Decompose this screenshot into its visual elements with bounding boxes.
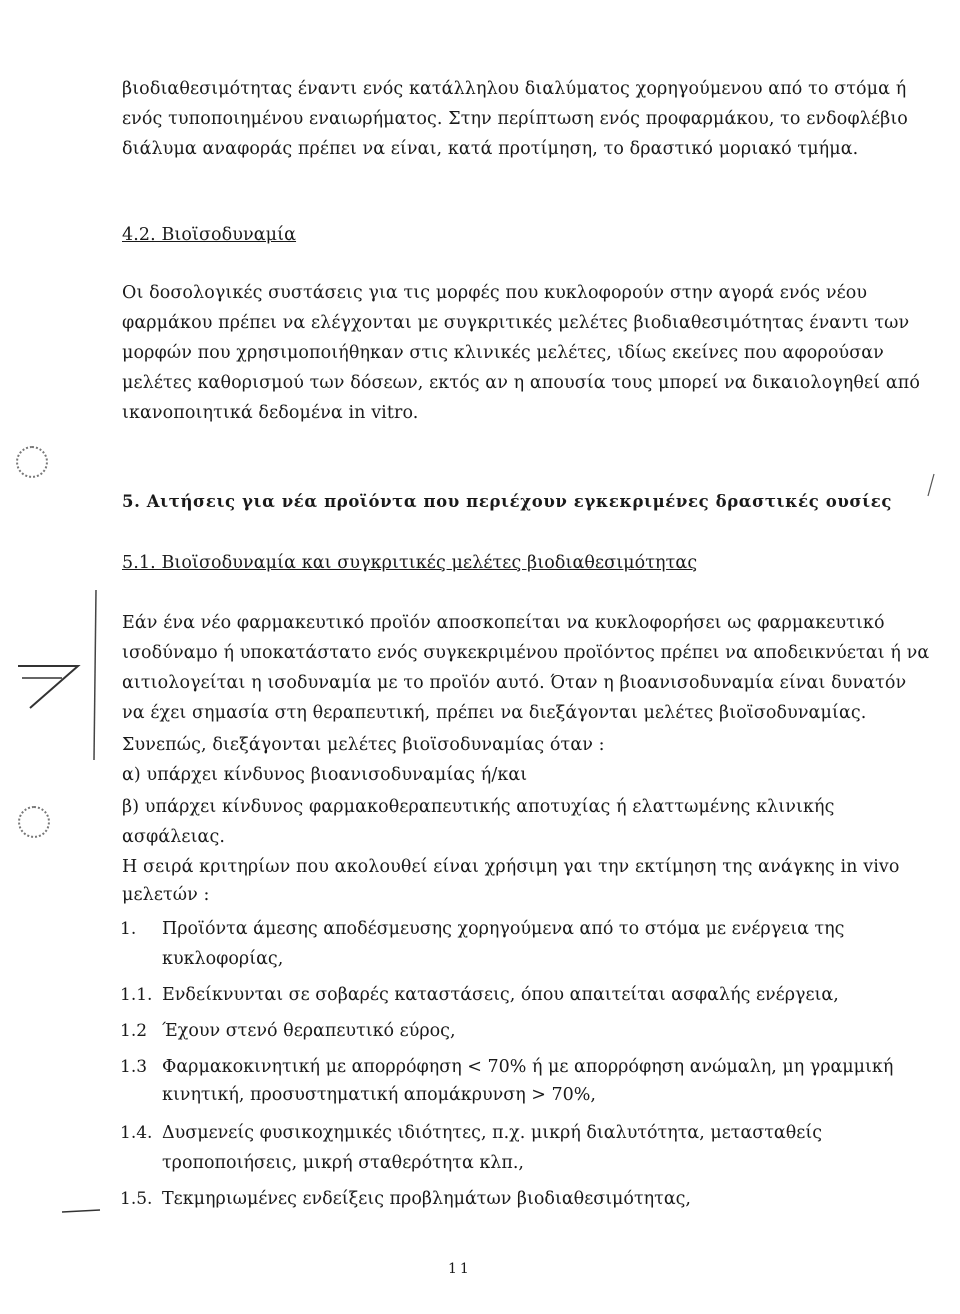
list-item-text: Ενδείκνυνται σε σοβαρές καταστάσεις, όπου απαιτείται ασφαλής ενέργεια, <box>162 985 839 1005</box>
intro-line: διάλυμα αναφοράς πρέπει να είναι, κατά προτίμηση, το δραστικό μοριακό τμήμα. <box>122 139 859 159</box>
list-item-text: Φαρμακοκινητική με απορρόφηση < 70% ή με απορρόφηση ανώμαλη, μη γραμμική <box>162 1057 894 1077</box>
section-4-2-heading: 4.2. Βιοϊσοδυναμία <box>122 225 297 245</box>
list-item-number: 1.5. <box>120 1189 153 1209</box>
list-item-number: 1.3 <box>120 1057 148 1077</box>
section-5-1-line: να έχει σημασία στη θεραπευτική, πρέπει να διεξάγονται μελέτες βιοϊσοδυναμίας. <box>122 703 867 723</box>
list-item-text: Τεκμηριωμένες ενδείξεις προβλημάτων βιοδιαθεσιμότητας, <box>162 1189 691 1209</box>
list-item-text: κυκλοφορίας, <box>162 949 284 969</box>
list-item-text: τροποποιήσεις, μικρή σταθερότητα κλπ., <box>162 1153 524 1173</box>
list-item-number: 1.4. <box>120 1123 153 1143</box>
list-item-number: 1.1. <box>120 985 153 1005</box>
page-number: 11 <box>448 1261 472 1277</box>
list-item-text: κινητική, προσυστηματική απομάκρυνση > 70%, <box>162 1085 596 1105</box>
section-4-2-line: ικανοποιητικά δεδομένα in vitro. <box>122 403 419 423</box>
section-5-1-line: αιτιολογείται η ισοδυναμία με το προϊόν αυτό. Όταν η βιοανισοδυναμία είναι δυνατόν <box>122 673 907 693</box>
section-5-1-line: μελετών : <box>122 885 210 905</box>
margin-tick-decoration <box>920 470 940 500</box>
section-4-2-line: μελέτες καθορισμού των δόσεων, εκτός αν η απουσία τους μπορεί να δικαιολογηθεί από <box>122 373 920 393</box>
list-item-text: Έχουν στενό θεραπευτικό εύρος, <box>162 1021 456 1041</box>
list-item-text: Δυσμενείς φυσικοχημικές ιδιότητες, π.χ. μικρή διαλυτότητα, μετασταθείς <box>162 1123 822 1143</box>
section-4-2-line: φαρμάκου πρέπει να ελέγχονται με συγκριτικές μελέτες βιοδιαθεσιμότητας έναντι των <box>122 313 910 333</box>
punch-hole-mark <box>16 446 48 478</box>
section-5-1-heading: 5.1. Βιοϊσοδυναμία και συγκριτικές μελέτες βιοδιαθεσιμότητας <box>122 553 698 573</box>
list-item-number: 1.2 <box>120 1021 148 1041</box>
margin-marks-decoration <box>0 560 110 1240</box>
section-5-1-line: ισοδύναμο ή υποκατάστατο ενός συγκεκριμένου προϊόντος πρέπει να αποδεικνύεται ή να <box>122 643 930 663</box>
section-5-1-line: ασφάλειας. <box>122 827 226 847</box>
intro-line: ενός τυποποιημένου εναιωρήματος. Στην περίπτωση ενός προφαρμάκου, το ενδοφλέβιο <box>122 109 908 129</box>
intro-line: βιοδιαθεσιμότητας έναντι ενός κατάλληλου διαλύματος χορηγούμενου από το στόμα ή <box>122 79 907 99</box>
section-5-1-line: Εάν ένα νέο φαρμακευτικό προϊόν αποσκοπείται να κυκλοφορήσει ως φαρμακευτικό <box>122 613 885 633</box>
section-4-2-line: μορφών που χρησιμοποιήθηκαν στις κλινικές μελέτες, ιδίως εκείνες που αφορούσαν <box>122 343 884 363</box>
section-5-1-line: Συνεπώς, διεξάγονται μελέτες βιοϊσοδυναμίας όταν : <box>122 735 605 755</box>
section-5-1-line: α) υπάρχει κίνδυνος βιοανισοδυναμίας ή/και <box>122 765 528 785</box>
section-5-1-line: β) υπάρχει κίνδυνος φαρμακοθεραπευτικής αποτυχίας ή ελαττωμένης κλινικής <box>122 797 835 817</box>
section-5-heading: 5. Αιτήσεις για νέα προϊόντα που περιέχουν εγκεκριμένες δραστικές ουσίες <box>122 492 892 511</box>
list-item-number: 1. <box>120 919 137 939</box>
section-4-2-line: Οι δοσολογικές συστάσεις για τις μορφές που κυκλοφορούν στην αγορά ενός νέου <box>122 283 868 303</box>
list-item-text: Προϊόντα άμεσης αποδέσμευσης χορηγούμενα από το στόμα με ενέργεια της <box>162 919 845 939</box>
section-5-1-line: Η σειρά κριτηρίων που ακολουθεί είναι χρήσιμη γαι την εκτίμηση της ανάγκης in vivo <box>122 857 900 877</box>
